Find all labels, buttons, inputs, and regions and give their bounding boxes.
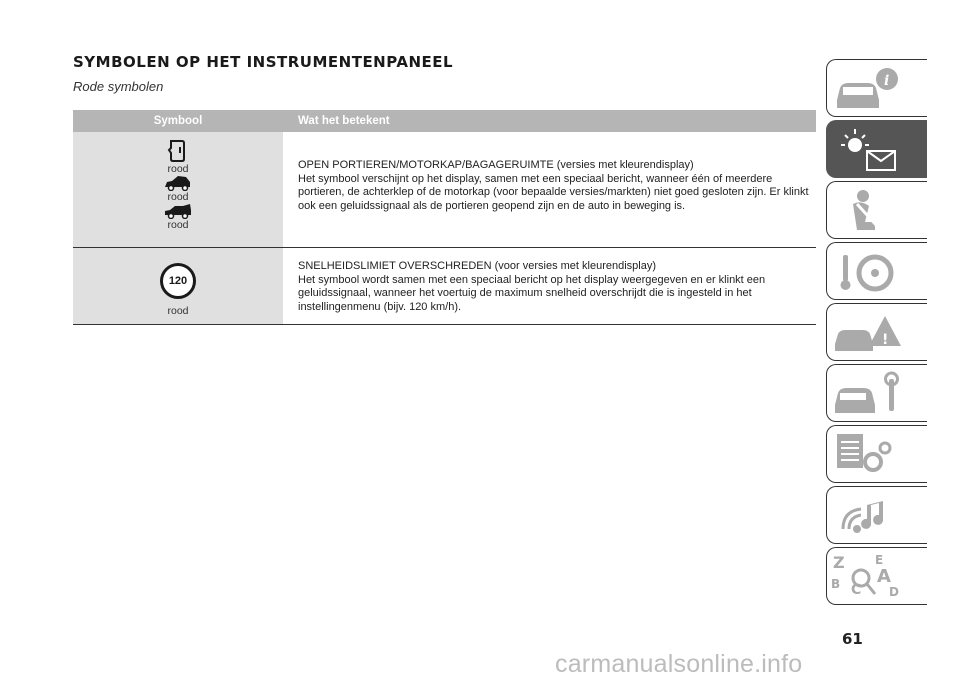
svg-text:B: B (831, 577, 841, 591)
car-hood-open-icon (163, 175, 193, 191)
meaning-heading: OPEN PORTIEREN/MOTORKAP/BAGAGERUIMTE (versies met kleurendisplay) (298, 159, 694, 171)
symbol-color-label: rood (167, 305, 189, 317)
alphabetical-index-icon (827, 548, 927, 606)
svg-text:!: ! (882, 332, 889, 348)
tab-emergency[interactable] (826, 303, 927, 361)
symbol-cell (73, 248, 283, 324)
tab-multimedia[interactable] (826, 486, 927, 544)
tab-index[interactable] (826, 547, 927, 605)
technical-data-icon (827, 426, 927, 484)
section-subtitle: Rode symbolen (73, 79, 164, 94)
tab-safety[interactable] (826, 181, 927, 239)
seat-safety-icon (827, 182, 927, 240)
tab-car-info[interactable] (826, 59, 927, 117)
watermark[interactable]: carmanualsonline.info (555, 650, 803, 678)
speed-limit-icon: 120 (160, 263, 196, 299)
tab-technical-data[interactable] (826, 425, 927, 483)
meaning-heading: SNELHEIDSLIMIET OVERSCHREDEN (voor versies met kleurendisplay) (298, 260, 657, 272)
tab-maintenance[interactable] (826, 364, 927, 422)
column-header-meaning: Wat het betekent (298, 115, 390, 127)
table-header (73, 110, 816, 132)
symbols-table (73, 110, 816, 325)
car-trunk-open-icon (163, 203, 193, 219)
meaning-text: Het symbool wordt samen met een speciaal bericht op het display weergegeven en er klinkt een geluidssignaal, wanneer het voertuig de maximum snelheid overschrijdt die is ingesteld in het instellingenmenu (bijv. 120 km/h). (298, 273, 766, 313)
door-open-icon (165, 139, 191, 163)
car-info-icon (827, 60, 927, 118)
warning-light-message-icon (827, 121, 927, 179)
car-maintenance-icon (827, 365, 927, 423)
tab-warning-lights[interactable] (826, 120, 927, 178)
svg-text:i: i (884, 73, 890, 89)
page-number: 61 (842, 630, 863, 648)
meaning-text: Het symbool verschijnt op het display, samen met een speciaal bericht, wanneer één of meerdere portieren, de achterklep of de motorkap (voor bepaalde versies/markten) niet goed gesloten zijn. Er klinkt ook een geluidssignaal als de portieren geopend zijn en de auto in beweging is. (298, 172, 809, 212)
column-header-symbol: Symbool (153, 115, 203, 127)
symbol-color-label: rood (167, 219, 189, 231)
car-breakdown-icon (827, 304, 927, 362)
symbol-color-label: rood (167, 191, 189, 203)
svg-text:E: E (875, 553, 884, 567)
table-row (73, 132, 816, 248)
meaning-cell (283, 132, 816, 247)
meaning-cell (283, 248, 816, 324)
svg-text:Z: Z (833, 553, 845, 572)
svg-text:C: C (851, 582, 862, 598)
svg-text:A: A (877, 566, 891, 587)
tab-starting-driving[interactable] (826, 242, 927, 300)
table-row (73, 248, 816, 325)
steering-wheel-key-icon (827, 243, 927, 301)
page-title: SYMBOLEN OP HET INSTRUMENTENPANEEL (73, 53, 454, 71)
symbol-color-label: rood (167, 163, 189, 175)
symbol-cell (73, 132, 283, 247)
multimedia-icon (827, 487, 927, 545)
svg-text:D: D (889, 585, 899, 599)
